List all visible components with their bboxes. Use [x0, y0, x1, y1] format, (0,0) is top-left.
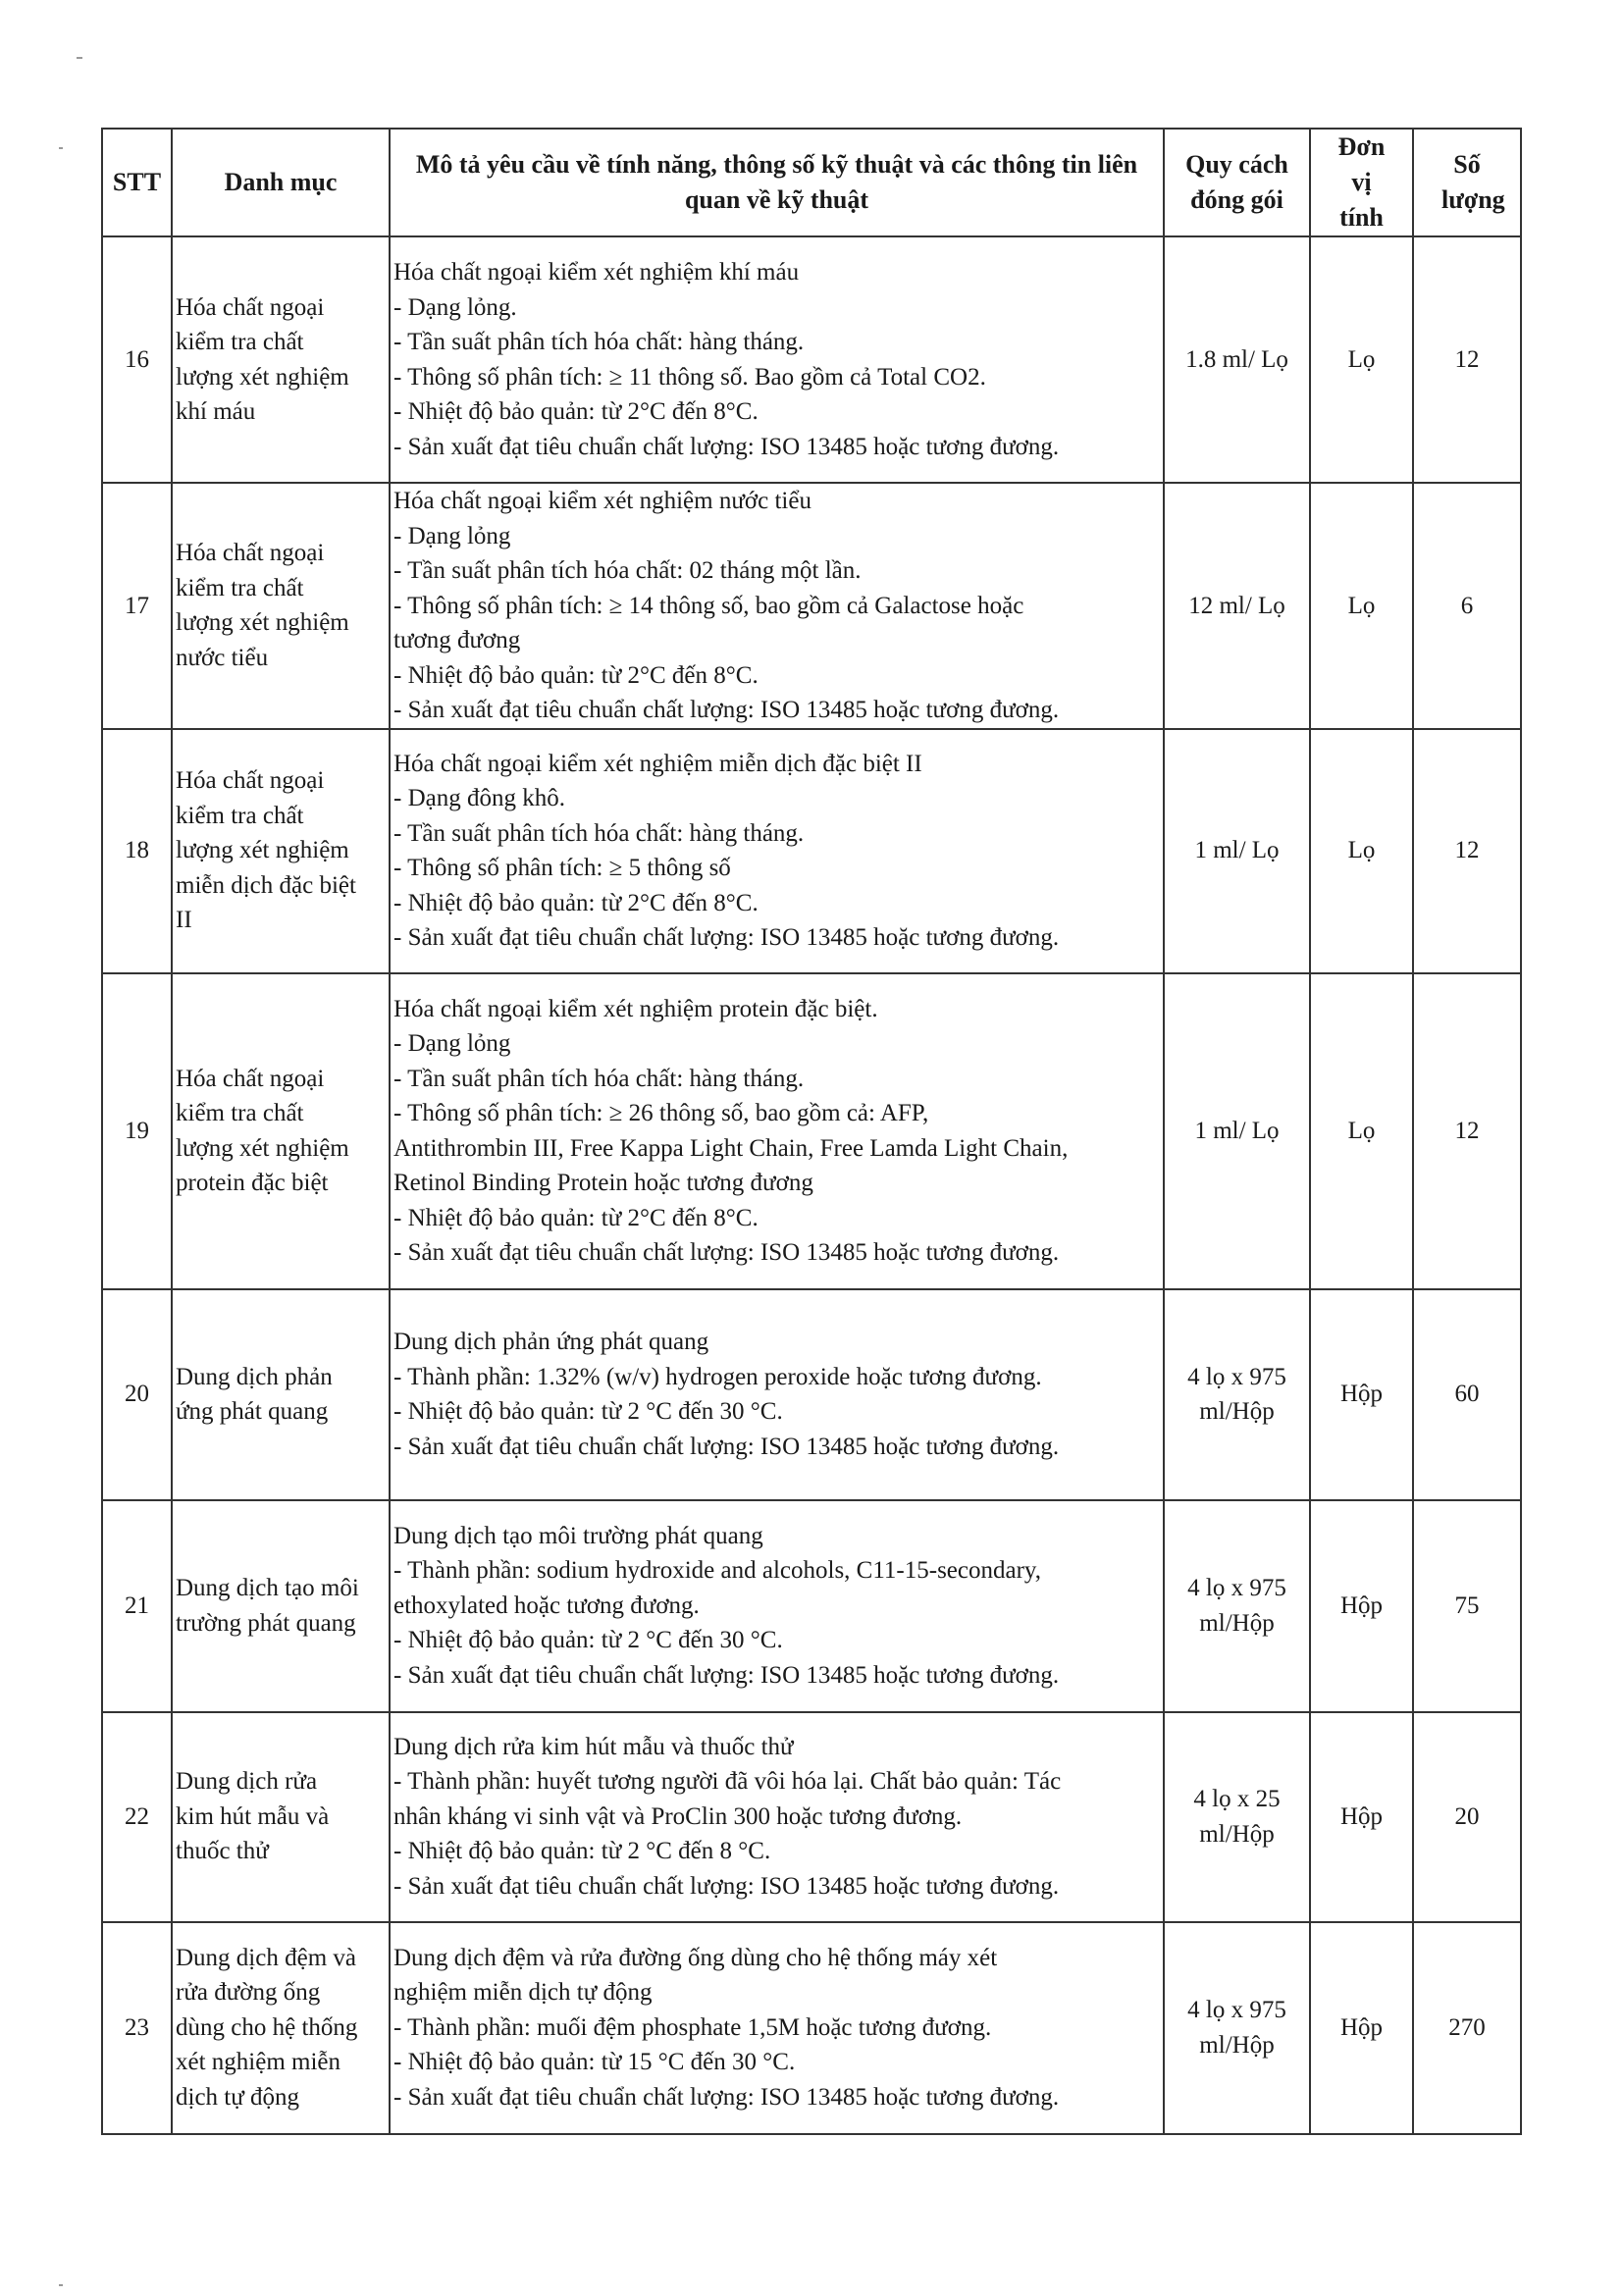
row-category-cell: [172, 1289, 390, 1500]
row-stt-cell: 19: [102, 973, 172, 1289]
description-line: - Nhiệt độ bảo quản: từ 2°C đến 8°C.: [393, 1204, 759, 1231]
table-row: [102, 1500, 1521, 1712]
description-line: - Sản xuất đạt tiêu chuẩn chất lượng: ISO 13485 hoặc tương đương.: [393, 2083, 1060, 2111]
row-stt-cell: 17: [102, 483, 172, 729]
row-quantity-cell: 12: [1413, 973, 1521, 1289]
description-line: - Nhiệt độ bảo quản: từ 2 °C đến 8 °C.: [393, 1838, 771, 1865]
row-stt-cell: 20: [102, 1289, 172, 1500]
category-line: Dung dịch đệm và: [176, 1944, 356, 1971]
description-line: - Thông số phân tích: ≥ 14 thông số, bao gồm cả Galactose hoặc: [393, 592, 1024, 619]
description-line: - Nhiệt độ bảo quản: từ 2°C đến 8°C.: [393, 661, 759, 689]
description-line: - Nhiệt độ bảo quản: từ 15 °C đến 30 °C.: [393, 2049, 796, 2076]
packaging-line: 1.8 ml/ Lọ: [1185, 345, 1288, 373]
row-stt-cell: 23: [102, 1922, 172, 2134]
category-line: kiểm tra chất: [176, 329, 304, 355]
description-line: - Sản xuất đạt tiêu chuẩn chất lượng: ISO 13485 hoặc tương đương.: [393, 1872, 1060, 1900]
category-line: lượng xét nghiệm: [176, 609, 349, 637]
description-line: - Thành phần: 1.32% (w/v) hydrogen peroxide hoặc tương đương.: [393, 1363, 1042, 1390]
category-line: miễn dịch đặc biệt: [176, 871, 356, 899]
packaging-line: ml/Hộp: [1199, 2031, 1275, 2059]
description-line: Antithrombin III, Free Kappa Light Chain, Free Lamda Light Chain,: [393, 1134, 1069, 1162]
packaging-line: 4 lọ x 975: [1187, 1997, 1286, 2023]
description-line: - Nhiệt độ bảo quản: từ 2 °C đến 30 °C.: [393, 1627, 783, 1654]
row-description-cell: [390, 729, 1164, 973]
category-line: khí máu: [176, 398, 256, 425]
row-unit-cell: Lọ: [1310, 236, 1413, 483]
category-line: ứng phát quang: [176, 1398, 329, 1425]
category-line: kiểm tra chất: [176, 574, 304, 601]
row-packaging-cell: [1164, 1922, 1310, 2134]
header-stt: STT: [102, 129, 172, 236]
description-line: - Dạng đông khô.: [393, 785, 565, 811]
table-row: [102, 483, 1521, 729]
description-line: - Thành phần: huyết tương người đã vôi hóa lại. Chất bảo quản: Tác: [393, 1768, 1062, 1796]
description-line: - Dạng lỏng.: [393, 293, 517, 321]
row-description-cell: [390, 1500, 1164, 1712]
description-line: - Thông số phân tích: ≥ 5 thông số: [393, 855, 731, 881]
row-unit-cell: Lọ: [1310, 483, 1413, 729]
row-stt-cell: 16: [102, 236, 172, 483]
description-line: - Dạng lỏng: [393, 522, 511, 549]
category-line: Hóa chất ngoại: [176, 1065, 325, 1092]
scan-speck: [77, 57, 82, 59]
row-packaging-cell: [1164, 483, 1310, 729]
description-line: - Tần suất phân tích hóa chất: hàng tháng.: [393, 819, 805, 847]
description-line: - Tần suất phân tích hóa chất: hàng tháng.: [393, 329, 805, 355]
category-line: protein đặc biệt: [176, 1170, 329, 1196]
packaging-line: 4 lọ x 975: [1187, 1575, 1286, 1601]
row-quantity-cell: 60: [1413, 1289, 1521, 1500]
category-line: Hóa chất ngoại: [176, 293, 325, 321]
row-packaging-cell: [1164, 729, 1310, 973]
row-category-cell: [172, 729, 390, 973]
row-category-cell: [172, 1922, 390, 2134]
row-packaging-cell: [1164, 1712, 1310, 1922]
header-packaging: Quy cách đóng gói: [1164, 129, 1310, 236]
row-description-cell: [390, 483, 1164, 729]
row-packaging-cell: [1164, 1289, 1310, 1500]
description-line: tương đương: [393, 627, 521, 653]
description-line: - Sản xuất đạt tiêu chuẩn chất lượng: ISO 13485 hoặc tương đương.: [393, 924, 1060, 951]
category-line: lượng xét nghiệm: [176, 363, 349, 391]
packaging-line: 4 lọ x 975: [1187, 1363, 1286, 1390]
specification-table: [101, 128, 1522, 2135]
category-line: II: [176, 907, 192, 934]
description-line: Dung dịch rửa kim hút mẫu và thuốc thử: [393, 1733, 794, 1760]
row-quantity-cell: 75: [1413, 1500, 1521, 1712]
description-line: - Thành phần: sodium hydroxide and alcohols, C11-15-secondary,: [393, 1557, 1042, 1585]
row-stt-cell: 18: [102, 729, 172, 973]
table-row: [102, 1289, 1521, 1500]
header-quantity: Số lượng: [1413, 129, 1521, 236]
category-line: rửa đường ống: [176, 1979, 321, 2007]
description-line: - Thành phần: muối đệm phosphate 1,5M hoặc tương đương.: [393, 2013, 992, 2041]
table-row: [102, 1712, 1521, 1922]
packaging-line: 4 lọ x 25: [1193, 1786, 1281, 1812]
row-quantity-cell: 6: [1413, 483, 1521, 729]
row-unit-cell: Lọ: [1310, 973, 1413, 1289]
category-line: trường phát quang: [176, 1609, 356, 1637]
category-line: nước tiểu: [176, 644, 269, 671]
table-body: [102, 236, 1521, 2134]
description-line: - Dạng lỏng: [393, 1030, 511, 1057]
description-line: - Nhiệt độ bảo quản: từ 2°C đến 8°C.: [393, 889, 759, 916]
description-line: Dung dịch phản ứng phát quang: [393, 1329, 709, 1355]
description-line: - Thông số phân tích: ≥ 11 thông số. Bao gồm cả Total CO2.: [393, 363, 986, 391]
description-line: - Thông số phân tích: ≥ 26 thông số, bao gồm cả: AFP,: [393, 1100, 929, 1126]
category-line: lượng xét nghiệm: [176, 1134, 349, 1162]
packaging-line: ml/Hộp: [1199, 1609, 1275, 1637]
row-packaging-cell: [1164, 1500, 1310, 1712]
row-description-cell: [390, 1712, 1164, 1922]
description-line: - Sản xuất đạt tiêu chuẩn chất lượng: ISO 13485 hoặc tương đương.: [393, 433, 1060, 460]
packaging-line: 12 ml/ Lọ: [1188, 592, 1285, 619]
header-description: Mô tả yêu cầu về tính năng, thông số kỹ thuật và các thông tin liên quan về kỹ thuật: [390, 129, 1164, 236]
scan-speck: [59, 2284, 63, 2286]
description-line: - Sản xuất đạt tiêu chuẩn chất lượng: ISO 13485 hoặc tương đương.: [393, 697, 1060, 723]
row-quantity-cell: 20: [1413, 1712, 1521, 1922]
category-line: xét nghiệm miễn: [176, 2049, 341, 2076]
description-line: - Sản xuất đạt tiêu chuẩn chất lượng: ISO 13485 hoặc tương đương.: [393, 1661, 1060, 1689]
row-description-cell: [390, 236, 1164, 483]
category-line: Dung dịch phản: [176, 1363, 333, 1390]
description-line: Retinol Binding Protein hoặc tương đương: [393, 1170, 813, 1196]
row-description-cell: [390, 973, 1164, 1289]
category-line: kiểm tra chất: [176, 802, 304, 829]
category-line: Hóa chất ngoại: [176, 540, 325, 567]
description-line: nghiệm miễn dịch tự động: [393, 1979, 653, 2007]
category-line: kiểm tra chất: [176, 1100, 304, 1126]
row-stt-cell: 21: [102, 1500, 172, 1712]
table-row: [102, 729, 1521, 973]
description-line: - Sản xuất đạt tiêu chuẩn chất lượng: ISO 13485 hoặc tương đương.: [393, 1433, 1060, 1460]
row-description-cell: [390, 1922, 1164, 2134]
row-quantity-cell: 12: [1413, 729, 1521, 973]
row-category-cell: [172, 1500, 390, 1712]
description-line: - Tần suất phân tích hóa chất: 02 tháng một lần.: [393, 557, 862, 584]
scan-speck: [59, 147, 63, 149]
row-category-cell: [172, 236, 390, 483]
row-category-cell: [172, 1712, 390, 1922]
description-line: - Sản xuất đạt tiêu chuẩn chất lượng: ISO 13485 hoặc tương đương.: [393, 1239, 1060, 1266]
description-line: Hóa chất ngoại kiểm xét nghiệm miễn dịch đặc biệt II: [393, 750, 922, 777]
row-packaging-cell: [1164, 236, 1310, 483]
packaging-line: ml/Hộp: [1199, 1820, 1275, 1848]
description-line: Dung dịch tạo môi trường phát quang: [393, 1522, 763, 1549]
category-line: thuốc thử: [176, 1838, 269, 1865]
description-line: Dung dịch đệm và rửa đường ống dùng cho hệ thống máy xét: [393, 1944, 998, 1971]
packaging-line: 1 ml/ Lọ: [1194, 1117, 1280, 1144]
table-header-row: [102, 129, 1521, 236]
category-line: lượng xét nghiệm: [176, 837, 349, 864]
table-row: [102, 973, 1521, 1289]
header-unit: Đơn vị tính: [1310, 129, 1413, 236]
table-row: [102, 1922, 1521, 2134]
row-unit-cell: Hộp: [1310, 1500, 1413, 1712]
packaging-line: 1 ml/ Lọ: [1194, 837, 1280, 864]
category-line: Dung dịch tạo môi: [176, 1575, 359, 1601]
packaging-line: ml/Hộp: [1199, 1398, 1275, 1425]
category-line: Hóa chất ngoại: [176, 767, 325, 795]
description-line: nhân kháng vi sinh vật và ProClin 300 hoặc tương đương.: [393, 1802, 963, 1830]
row-category-cell: [172, 973, 390, 1289]
table-row: [102, 236, 1521, 483]
category-line: dịch tự động: [176, 2083, 300, 2111]
row-stt-cell: 22: [102, 1712, 172, 1922]
description-line: Hóa chất ngoại kiểm xét nghiệm nước tiểu: [393, 488, 812, 514]
row-quantity-cell: 12: [1413, 236, 1521, 483]
row-unit-cell: Hộp: [1310, 1712, 1413, 1922]
category-line: kim hút mẫu và: [176, 1802, 330, 1830]
header-category: Danh mục: [172, 129, 390, 236]
row-description-cell: [390, 1289, 1164, 1500]
row-unit-cell: Lọ: [1310, 729, 1413, 973]
description-line: Hóa chất ngoại kiểm xét nghiệm khí máu: [393, 259, 800, 286]
row-category-cell: [172, 483, 390, 729]
description-line: ethoxylated hoặc tương đương.: [393, 1592, 700, 1619]
description-line: Hóa chất ngoại kiểm xét nghiệm protein đặc biệt.: [393, 995, 878, 1022]
category-line: Dung dịch rửa: [176, 1768, 318, 1796]
row-unit-cell: Hộp: [1310, 1289, 1413, 1500]
row-unit-cell: Hộp: [1310, 1922, 1413, 2134]
row-quantity-cell: 270: [1413, 1922, 1521, 2134]
category-line: dùng cho hệ thống: [176, 2013, 358, 2041]
description-line: - Nhiệt độ bảo quản: từ 2 °C đến 30 °C.: [393, 1398, 783, 1425]
row-packaging-cell: [1164, 973, 1310, 1289]
description-line: - Tần suất phân tích hóa chất: hàng tháng.: [393, 1065, 805, 1092]
description-line: - Nhiệt độ bảo quản: từ 2°C đến 8°C.: [393, 398, 759, 425]
